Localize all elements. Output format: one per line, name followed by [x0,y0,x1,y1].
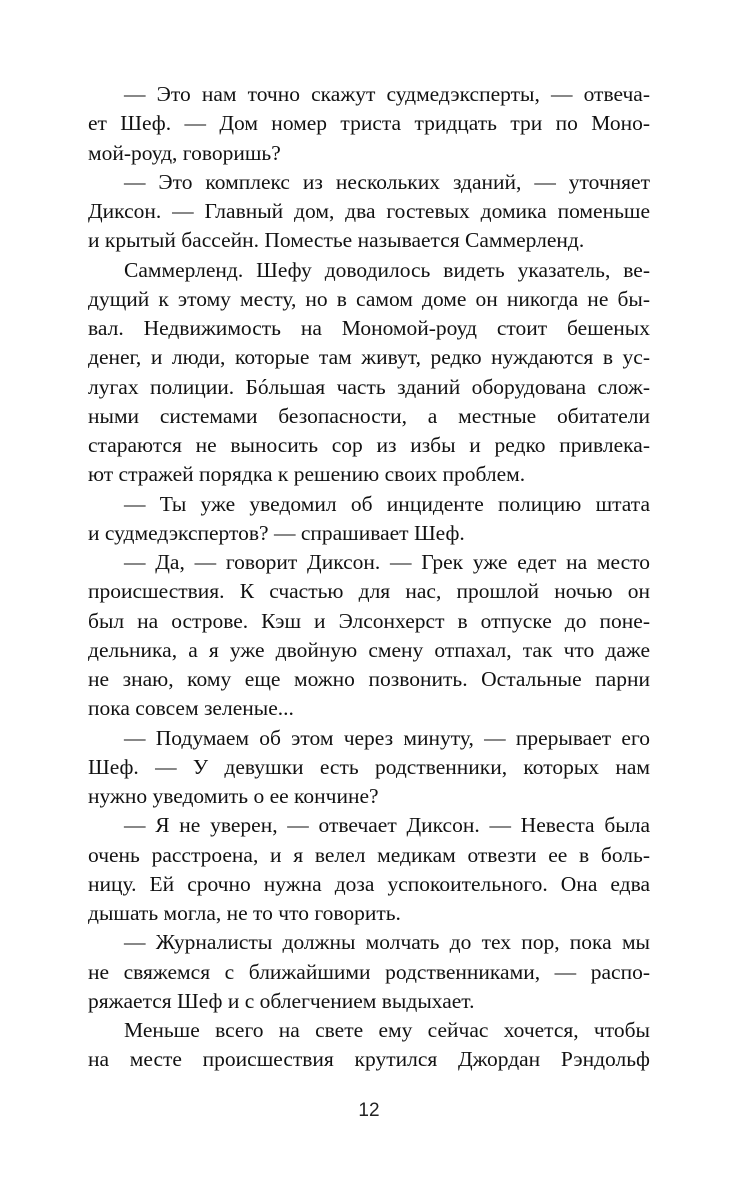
text-line: ными системами безопасности, а местные обитатели [88,403,650,428]
text-line: лугах полиции. Бóльшая часть зданий оборудована слож- [88,374,650,399]
text-line: — Ты уже уведомил об инциденте полицию штата [124,491,650,516]
text-line: — Я не уверен, — отвечает Диксон. — Невеста была [124,813,650,838]
text-line: пока совсем зеленые... [88,696,294,721]
text-line: был на острове. Кэш и Элсонхерст в отпуске до поне- [88,608,650,633]
text-line: ет Шеф. — Дом номер триста тридцать три по Моно- [88,111,650,136]
text-line: Шеф. — У девушки есть родственники, которых нам [88,754,650,779]
text-line: очень расстроена, и я велел медикам отвезти ее в боль- [88,842,650,867]
text-line: нужно уведомить о ее кончине? [88,784,379,808]
text-line: и судмедэкспертов? — спрашивает Шеф. [88,520,465,545]
text-line: — Подумаем об этом через минуту, — прерывает его [124,725,650,750]
text-line: стараются не выносить сор из избы и редко привлека- [88,433,650,457]
text-line: мой-роуд, говоришь? [88,140,281,165]
text-line: Диксон. — Главный дом, два гостевых домика поменьше [88,199,650,223]
text-line: ют стражей порядка к решению своих проблем. [88,462,526,487]
text-line: денег, и люди, которые там живут, редко нуждаются в ус- [88,345,650,370]
text-line: не свяжемся с ближайшими родственниками, — распо- [88,959,650,984]
text-line: — Да, — говорит Диксон. — Грек уже едет на место [124,550,650,574]
text-line: дышать могла, не то что говорить. [88,901,401,925]
page-number: 12 [358,1100,380,1121]
text-line: и крытый бассейн. Поместье называется Саммерленд. [88,228,585,253]
text-line: происшествия. К счастью для нас, прошлой ночью он [88,579,650,604]
text-line: дущий к этому месту, но в самом доме он никогда не бы- [88,286,650,311]
text-line: — Это нам точно скажут судмедэксперты, — отвеча- [124,82,650,106]
text-line: на месте происшествия крутился Джордан Рэндольф [88,1047,650,1072]
text-line: вал. Недвижимость на Мономой-роуд стоит бешеных [88,316,650,340]
text-line: — Это комплекс из нескольких зданий, — уточняет [124,169,650,194]
text-line: дельника, а я уже двойную смену отпахал, так что даже [88,637,650,662]
text-line: не знаю, кому еще можно позвонить. Остальные парни [88,667,650,691]
text-line: Меньше всего на свете ему сейчас хочется, чтобы [124,1018,650,1042]
text-line: — Журналисты должны молчать до тех пор, пока мы [124,930,650,955]
text-line: ряжается Шеф и с облегчением выдыхает. [88,988,475,1013]
text-line: ницу. Ей срочно нужна доза успокоительного. Она едва [88,871,650,896]
page-body [88,80,650,1075]
text-line: Саммерленд. Шефу доводилось видеть указатель, ве- [124,257,650,282]
